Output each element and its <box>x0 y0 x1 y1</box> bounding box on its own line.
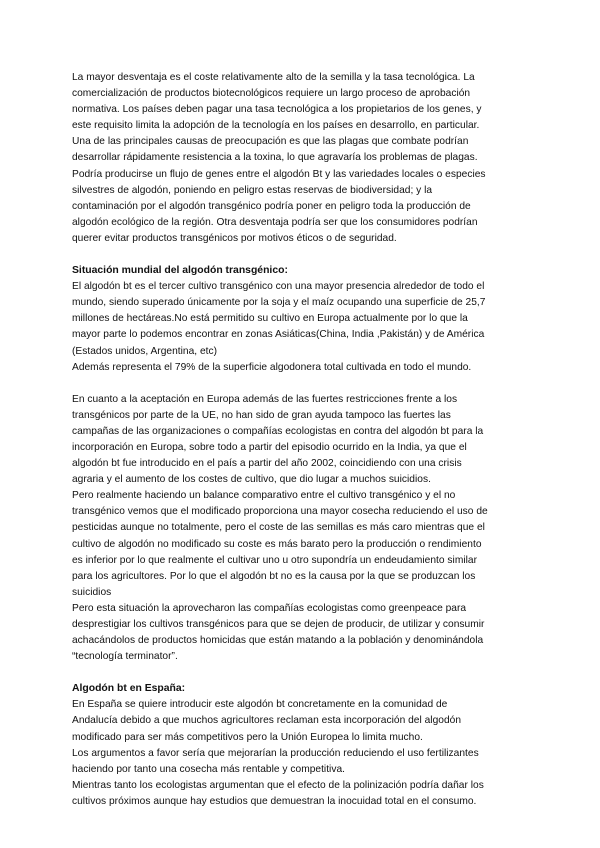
text-line: haciendo por tanto una cosecha más rentable y competitiva. <box>72 763 345 775</box>
section-spain <box>72 681 530 810</box>
text-line: Pero esta situación la aprovecharon las compañías ecologistas como greenpeace para <box>72 602 467 614</box>
text-line: transgénicos por parte de la UE, no han sido de gran ayuda tampoco las fuertes las <box>72 409 451 421</box>
text-line: cultivo de algodón no modificado su coste es más barato pero la producción o rendimiento <box>72 538 482 550</box>
text-line: mayor parte lo podemos encontrar en zonas Asiáticas(China, India ,Pakistán) y de América <box>72 329 485 341</box>
text-line: comercialización de productos biotecnológicos requiere un largo proceso de aprobación <box>72 88 471 100</box>
text-line: contaminación por el algodón transgénico podría poner en peligro toda la producción de <box>72 200 471 212</box>
text-line: desarrollar rápidamente resistencia a la toxina, lo que agravaría los problemas de plagas. <box>72 152 478 164</box>
text-line: para los agricultores. Por lo que el algodón bt no es la causa por la que se produzcan los <box>72 570 476 582</box>
text-line: modificado para ser más competitivos pero la Unión Europea lo limita mucho. <box>72 731 423 743</box>
text-line: achacándolos de productos homicidas que están matando a la población y denominándola <box>72 635 484 647</box>
text-line: silvestres de algodón, poniendo en peligro estas reservas de biodiversidad; y la <box>72 184 433 196</box>
paragraph-disadvantages <box>72 70 530 247</box>
text-line: Podría producirse un flujo de genes entre el algodón Bt y las variedades locales o especies <box>72 168 486 180</box>
text-line: El algodón bt es el tercer cultivo transgénico con una mayor presencia alrededor de todo el <box>72 281 485 293</box>
text-line: transgénico vemos que el modificado proporciona una mayor cosecha reduciendo el uso de <box>72 506 488 518</box>
section-world-situation <box>72 263 530 376</box>
text-line: suicidios <box>72 586 112 598</box>
text-line: normativa. Los países deben pagar una tasa tecnológica a los propietarios de los genes, y <box>72 104 482 116</box>
text-line: En España se quiere introducir este algodón bt concretamente en la comunidad de <box>72 699 448 711</box>
text-line: agraria y el aumento de los costes de cultivo, que dio lugar a muchos suicidios. <box>72 474 431 486</box>
text-line: querer evitar productos transgénicos por motivos éticos o de seguridad. <box>72 232 397 244</box>
document-page <box>72 70 530 810</box>
text-line: incorporación en Europa, sobre todo a partir del episodio ocurrido en la India, ya que el <box>72 441 467 453</box>
text-line: desprestigiar los cultivos transgénicos para que se dejen de producir, de utilizar y consumir <box>72 619 485 630</box>
paragraph-europe-acceptance <box>72 392 530 666</box>
text-line: millones de hectáreas.No está permitido su cultivo en Europa actualmente por lo que la <box>72 313 468 325</box>
text-line: campañas de las organizaciones o compañías ecologistas en contra del algodón bt para la <box>72 425 484 437</box>
text-line: (Estados unidos, Argentina, etc) <box>72 345 218 357</box>
text-line: Pero realmente haciendo un balance comparativo entre el cultivo transgénico y el no <box>72 490 456 502</box>
text-line: Una de las principales causas de preocupación es que las plagas que combate podrían <box>72 136 469 148</box>
text-line: pesticidas aunque no totalmente, pero el coste de las semillas es más caro mientras que el <box>72 522 485 534</box>
text-line: Andalucía debido a que muchos agricultores reclaman esta incorporación del algodón <box>72 715 462 727</box>
text-line: Los argumentos a favor sería que mejorarían la producción reduciendo el uso fertilizantes <box>72 747 479 759</box>
text-line: es inferior por lo que realmente el cultivar uno u otro supondría un endeudamiento similar <box>72 554 478 566</box>
text-line: La mayor desventaja es el coste relativamente alto de la semilla y la tasa tecnológica. La <box>72 72 475 83</box>
text-line: este requisito limita la adopción de la tecnología en los países en desarrollo, en particular. <box>72 120 480 132</box>
text-line: mundo, siendo superado únicamente por la soja y el maíz ocupando una superficie de 25,7 <box>72 297 486 309</box>
text-line: algodón ecológico de la región. Otra desventaja podría ser que los consumidores podrían <box>72 216 478 228</box>
section-heading: Algodón bt en España: <box>72 683 186 695</box>
text-line: Mientras tanto los ecologistas argumentan que el efecto de la polinización podría dañar los <box>72 779 484 791</box>
text-line: Además representa el 79% de la superficie algodonera total cultivada en todo el mundo. <box>72 361 472 373</box>
text-line: En cuanto a la aceptación en Europa además de las fuertes restricciones frente a los <box>72 393 458 405</box>
text-line: algodón bt fue introducido en el país a partir del año 2002, coincidiendo con una crisis <box>72 458 462 470</box>
text-line: “tecnología terminator”. <box>72 651 178 663</box>
section-heading: Situación mundial del algodón transgénico: <box>72 265 288 277</box>
text-line: cultivos próximos aunque hay estudios que demuestran la inocuidad total en el consumo. <box>72 795 477 807</box>
